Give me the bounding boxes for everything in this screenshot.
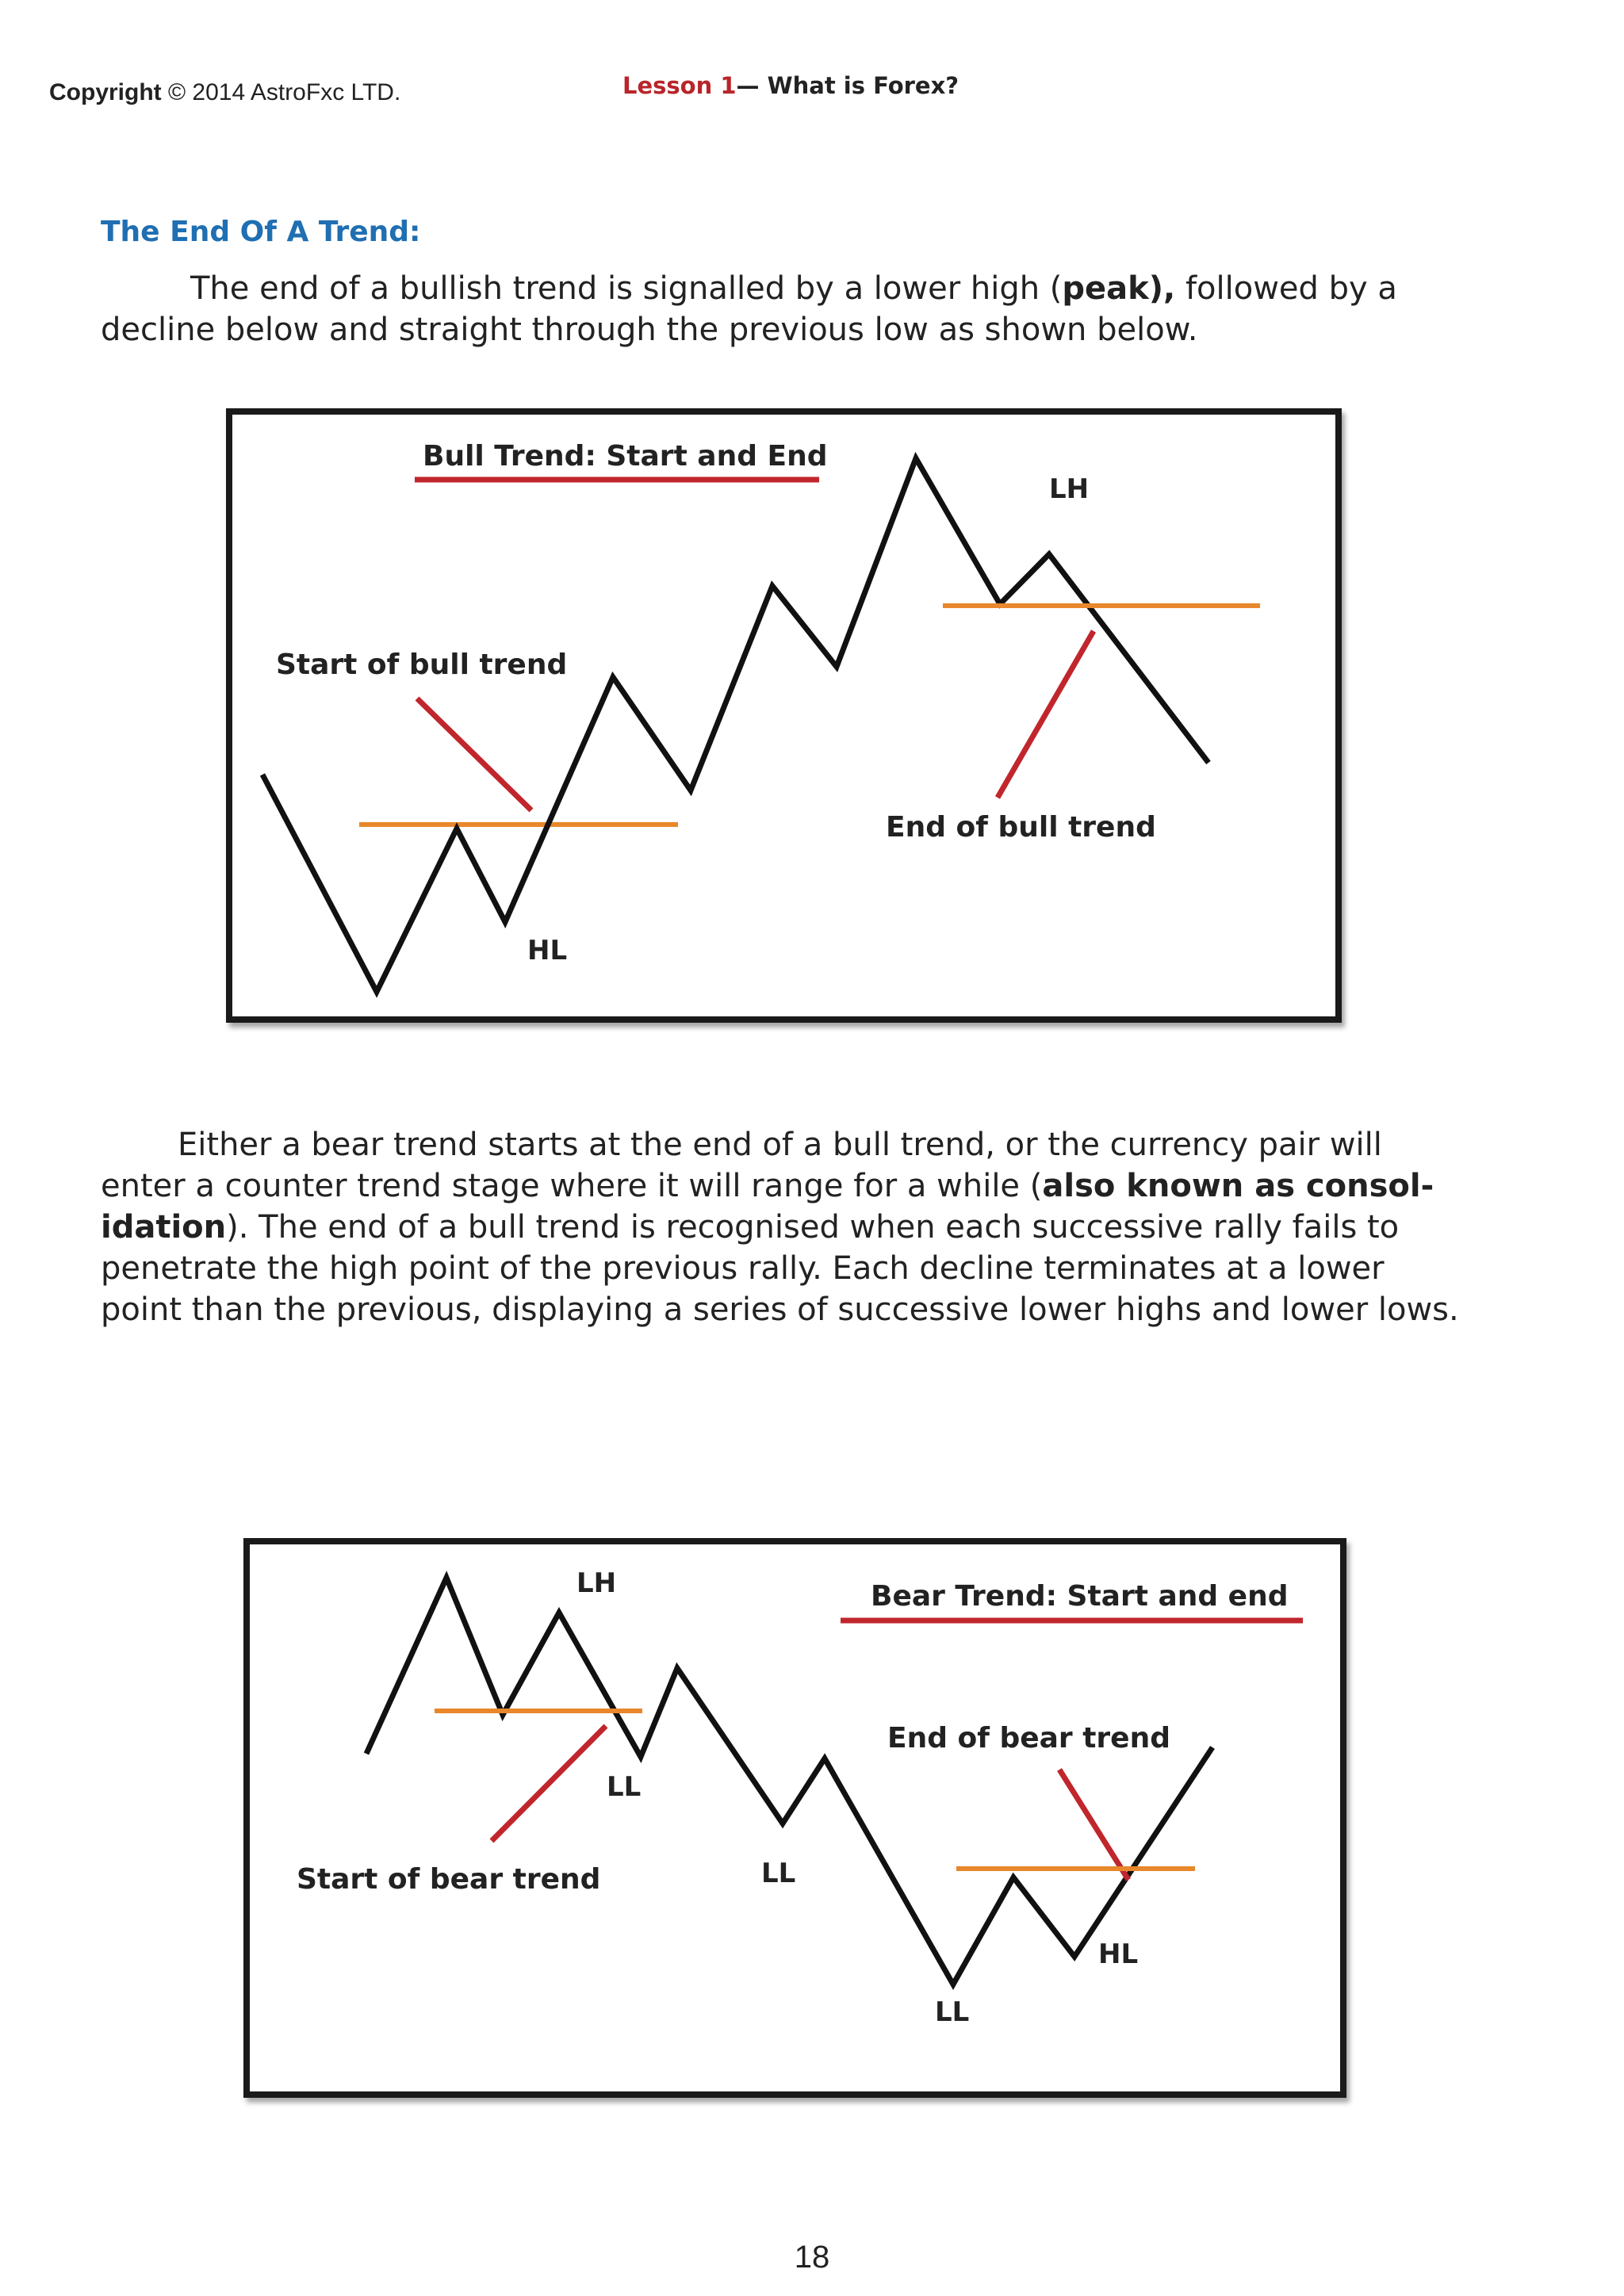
figure1-trend-path	[262, 458, 1208, 992]
figure1-end-label: End of bull trend	[886, 811, 1156, 844]
figure2-end-label: End of bear trend	[887, 1722, 1170, 1755]
bear-trend-figure	[243, 1538, 1346, 2098]
figure2-title: Bear Trend: Start and end	[871, 1580, 1289, 1613]
page-number: 18	[794, 2240, 830, 2275]
bull-trend-figure	[226, 408, 1342, 1023]
figure2-end-pointer	[1059, 1770, 1128, 1880]
figure1-end-pointer	[998, 631, 1094, 798]
header-copyright: Copyright © 2014 AstroFxc LTD.	[49, 79, 401, 105]
figure2-ll-label-2: LL	[761, 1858, 796, 1889]
figure1-start-label: Start of bull trend	[276, 649, 568, 681]
figure1-lh-label: LH	[1049, 473, 1090, 505]
figure2-ll-label-3: LL	[935, 1996, 970, 2028]
figure2-start-pointer	[492, 1726, 606, 1841]
paragraph-1: The end of a bullish trend is signalled by a lower high (peak), followed by a decline below and straight through the previous low as shown below.	[101, 270, 1397, 348]
figure2-trend-path	[366, 1578, 1212, 1984]
figure1-start-pointer	[417, 698, 531, 810]
figure1-title: Bull Trend: Start and End	[423, 440, 828, 473]
figure2-ll-label-1: LL	[607, 1771, 642, 1803]
figure1-hl-label: HL	[527, 935, 568, 966]
header-lesson: Lesson 1— What is Forex?	[622, 72, 959, 99]
section-title: The End Of A Trend:	[101, 216, 421, 248]
figure2-hl-label: HL	[1098, 1938, 1139, 1970]
paragraph-2: Either a bear trend starts at the end of a bull trend, or the currency pair will enter a counter trend stage where it will range for a while (also known as consol- idation). The end of a bull trend is recognised when each successive rally fails to penetrate the high point of the previous rally. Each decline terminates at a lower point than the previous, displaying a series of successive lower highs and lower lows.	[101, 1127, 1459, 1328]
figure2-lh-label: LH	[576, 1567, 617, 1599]
figure2-start-label: Start of bear trend	[297, 1863, 601, 1896]
